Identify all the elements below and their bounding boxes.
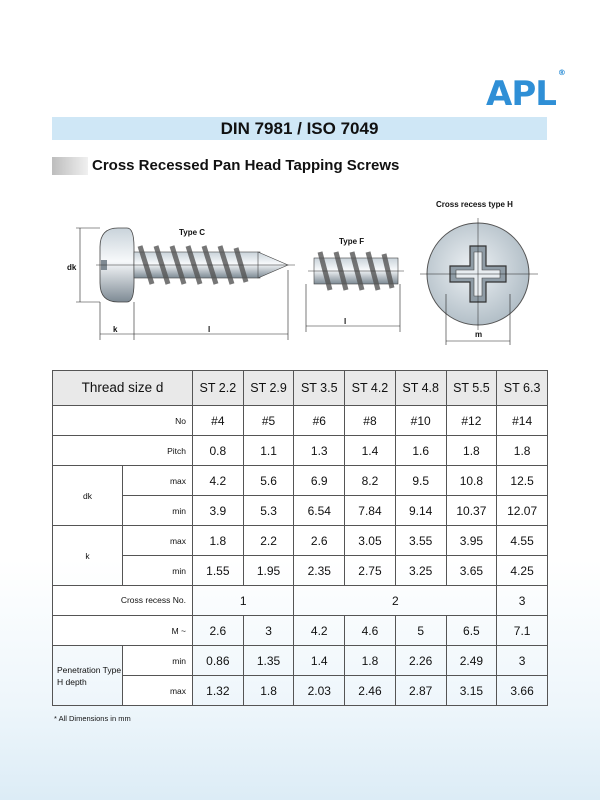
cell: 3 [497, 646, 548, 676]
apl-logo: APL® [486, 67, 565, 114]
cell: 2 [294, 586, 497, 616]
cell: 1.6 [395, 436, 446, 466]
size-col: ST 5.5 [446, 371, 497, 406]
cell: 3.25 [395, 556, 446, 586]
cell: 1.32 [193, 676, 244, 706]
row-label: M ~ [53, 616, 193, 646]
table-row-k-min [53, 556, 548, 586]
table-row-k-max [53, 526, 548, 556]
type-c-screw [96, 228, 295, 302]
cell: 2.2 [243, 526, 294, 556]
group-label-dk: dk [53, 466, 123, 526]
cell: 4.2 [294, 616, 345, 646]
group-label-penetration: Penetration Type H depth [53, 646, 123, 706]
size-col: ST 4.8 [395, 371, 446, 406]
subtitle-accent [52, 157, 88, 175]
cell: 3.55 [395, 526, 446, 556]
cell: 8.2 [345, 466, 396, 496]
table-row-dk-min [53, 496, 548, 526]
size-col: ST 2.9 [243, 371, 294, 406]
row-label: max [123, 676, 193, 706]
page-title: DIN 7981 / ISO 7049 [52, 117, 547, 140]
cell: 1.8 [193, 526, 244, 556]
cell: 3.95 [446, 526, 497, 556]
cell: 1 [193, 586, 294, 616]
dimensions-table [52, 370, 548, 706]
row-label: max [123, 466, 193, 496]
cell: 3 [243, 616, 294, 646]
cell: 5.6 [243, 466, 294, 496]
cell: 1.1 [243, 436, 294, 466]
cell: 5 [395, 616, 446, 646]
cell: 1.3 [294, 436, 345, 466]
cell: 12.07 [497, 496, 548, 526]
cell: 9.14 [395, 496, 446, 526]
cell: 10.8 [446, 466, 497, 496]
row-label: min [123, 496, 193, 526]
cell: 1.95 [243, 556, 294, 586]
cell: #5 [243, 406, 294, 436]
thread-size-header: Thread size d [53, 371, 193, 406]
cell: 3 [497, 586, 548, 616]
row-label: Pitch [53, 436, 193, 466]
cell: 4.25 [497, 556, 548, 586]
row-label: max [123, 526, 193, 556]
footnote: * All Dimensions in mm [54, 714, 131, 723]
cell: 5.3 [243, 496, 294, 526]
cross-recess-title: Cross recess type H [436, 200, 513, 209]
cell: 10.37 [446, 496, 497, 526]
cell: #10 [395, 406, 446, 436]
cell: 4.2 [193, 466, 244, 496]
cell: #8 [345, 406, 396, 436]
table-row-pen-max [53, 676, 548, 706]
screw-diagram [0, 190, 600, 360]
cell: #12 [446, 406, 497, 436]
type-f-screw [308, 252, 404, 290]
table-row-cross-recess [53, 586, 548, 616]
cell: #4 [193, 406, 244, 436]
cell: 9.5 [395, 466, 446, 496]
cell: 7.1 [497, 616, 548, 646]
cell: 2.03 [294, 676, 345, 706]
table-row-pen-min [53, 646, 548, 676]
cell: 2.6 [193, 616, 244, 646]
dim-l-label-f: l [344, 317, 347, 326]
cell: 2.46 [345, 676, 396, 706]
cell: 1.55 [193, 556, 244, 586]
table-header-row [53, 371, 548, 406]
row-label: No [53, 406, 193, 436]
cell: 2.26 [395, 646, 446, 676]
cell: 12.5 [497, 466, 548, 496]
cell: 1.8 [446, 436, 497, 466]
cell: 1.4 [345, 436, 396, 466]
size-col: ST 2.2 [193, 371, 244, 406]
dim-dk-label: dk [67, 263, 77, 272]
type-f-label: Type F [339, 237, 365, 246]
cell: 1.8 [497, 436, 548, 466]
cell: #14 [497, 406, 548, 436]
cell: 3.65 [446, 556, 497, 586]
size-col: ST 6.3 [497, 371, 548, 406]
group-label-k: k [53, 526, 123, 586]
cell: 4.6 [345, 616, 396, 646]
cell: 6.5 [446, 616, 497, 646]
row-label: Cross recess No. [53, 586, 193, 616]
cell: 3.05 [345, 526, 396, 556]
cell: #6 [294, 406, 345, 436]
size-col: ST 3.5 [294, 371, 345, 406]
dim-m-label: m [475, 330, 483, 339]
cell: 1.35 [243, 646, 294, 676]
table-row-dk-max [53, 466, 548, 496]
dim-l-label: l [208, 325, 211, 334]
table-row-m [53, 616, 548, 646]
dim-lines-f [306, 284, 400, 332]
cell: 1.8 [243, 676, 294, 706]
cell: 3.15 [446, 676, 497, 706]
cell: 2.35 [294, 556, 345, 586]
size-col: ST 4.2 [345, 371, 396, 406]
cell: 2.6 [294, 526, 345, 556]
row-label: min [123, 646, 193, 676]
row-label: min [123, 556, 193, 586]
table-row-no [53, 406, 548, 436]
table-row-pitch [53, 436, 548, 466]
cross-recess-head [420, 218, 538, 330]
cell: 6.9 [294, 466, 345, 496]
dim-k-label: k [113, 325, 118, 334]
cell: 3.9 [193, 496, 244, 526]
cell: 2.49 [446, 646, 497, 676]
cell: 6.54 [294, 496, 345, 526]
cell: 2.75 [345, 556, 396, 586]
cell: 1.4 [294, 646, 345, 676]
cell: 1.8 [345, 646, 396, 676]
cell: 2.87 [395, 676, 446, 706]
section-subtitle: Cross Recessed Pan Head Tapping Screws [92, 157, 400, 174]
cell: 7.84 [345, 496, 396, 526]
type-c-label: Type C [179, 228, 206, 237]
cell: 0.8 [193, 436, 244, 466]
cell: 4.55 [497, 526, 548, 556]
cell: 3.66 [497, 676, 548, 706]
cell: 0.86 [193, 646, 244, 676]
